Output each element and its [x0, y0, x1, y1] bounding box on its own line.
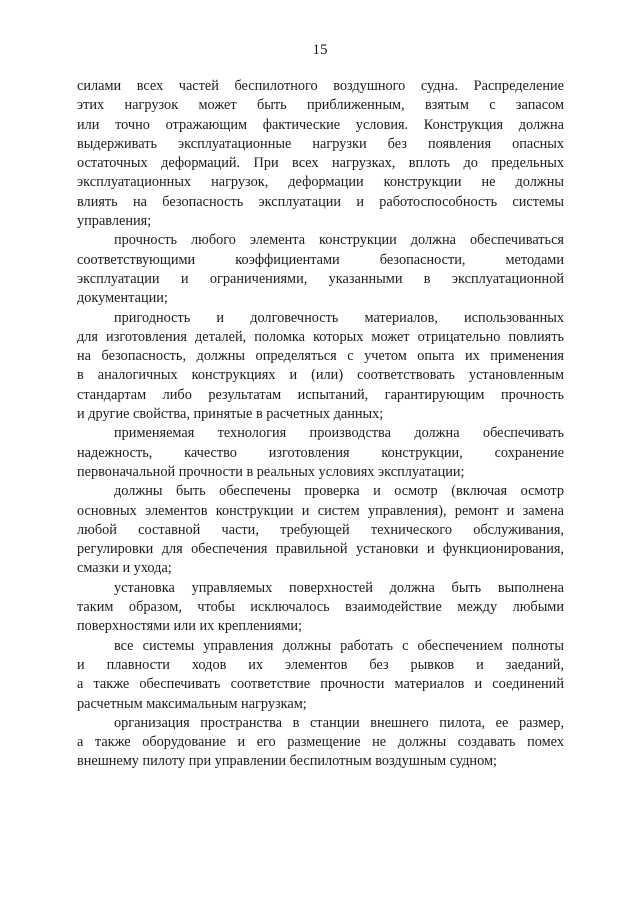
- text-line: для изготовления деталей, поломка которых может отрицательно повлиять: [77, 328, 564, 345]
- text-line: эксплуатации и ограничениями, указанными в эксплуатационной: [77, 270, 564, 287]
- text-line: и плавности ходов их элементов без рывков и заеданий,: [77, 656, 564, 673]
- paragraph: [77, 309, 564, 425]
- text-line: стандартам либо результатам испытаний, гарантирующим прочность: [77, 386, 564, 403]
- text-line: а также обеспечивать соответствие прочности материалов и соединений: [77, 676, 564, 693]
- text-line: любой составной части, требующей технического обслуживания,: [77, 521, 564, 538]
- text-line: надежность, качество изготовления конструкции, сохранение: [77, 444, 564, 461]
- text-line: внешнему пилоту при управлении беспилотным воздушным судном;: [77, 753, 497, 770]
- text-line: эксплуатационных нагрузок, деформации конструкции не должны: [77, 174, 564, 191]
- text-line: силами всех частей беспилотного воздушного судна. Распределение: [77, 78, 564, 94]
- text-line: должны быть обеспечены проверка и осмотр (включая осмотр: [114, 483, 564, 500]
- page-number: 15: [312, 42, 328, 58]
- text-line: в аналогичных конструкциях и (или) соответствовать установленным: [77, 367, 564, 384]
- paragraph: [77, 482, 564, 578]
- text-line: а также оборудование и его размещение не должны создавать помех: [77, 734, 564, 751]
- paragraph: [77, 77, 564, 231]
- text-line: остаточных деформаций. При всех нагрузках, вплоть до предельных: [77, 155, 564, 172]
- body-text: [77, 77, 564, 772]
- text-line: этих нагрузок может быть приближенным, взятым с запасом: [77, 97, 564, 114]
- text-line: или точно отражающим фактические условия. Конструкция должна: [77, 116, 564, 133]
- text-line: выдерживать эксплуатационные нагрузки без появления опасных: [77, 135, 564, 152]
- text-line: документации;: [77, 290, 168, 307]
- text-line: пригодность и долговечность материалов, использованных: [114, 309, 564, 326]
- text-line: смазки и ухода;: [77, 560, 172, 577]
- text-line: управления;: [77, 213, 152, 230]
- text-line: организация пространства в станции внешнего пилота, ее размер,: [114, 714, 564, 731]
- text-line: применяемая технология производства должна обеспечивать: [114, 425, 564, 442]
- paragraph: [77, 714, 564, 772]
- text-line: первоначальной прочности в реальных условиях эксплуатации;: [77, 463, 465, 480]
- paragraph: [77, 231, 564, 308]
- text-line: прочность любого элемента конструкции должна обеспечиваться: [114, 232, 564, 249]
- text-line: соответствующими коэффициентами безопасности, методами: [77, 251, 564, 268]
- text-line: влиять на безопасность эксплуатации и работоспособность системы: [77, 193, 564, 210]
- text-line: на безопасность, должны определяться с учетом опыта их применения: [77, 348, 564, 365]
- text-line: регулировки для обеспечения правильной установки и функционирования,: [77, 541, 564, 558]
- paragraph: [77, 424, 564, 482]
- text-line: и другие свойства, принятые в расчетных данных;: [77, 406, 384, 423]
- paragraph: [77, 579, 564, 637]
- paragraph: [77, 637, 564, 714]
- text-line: все системы управления должны работать с обеспечением полноты: [114, 637, 564, 654]
- text-line: установка управляемых поверхностей должна быть выполнена: [114, 579, 564, 596]
- text-line: поверхностями или их креплениями;: [77, 618, 303, 635]
- text-line: основных элементов конструкции и систем управления), ремонт и замена: [77, 502, 564, 519]
- text-line: расчетным максимальным нагрузкам;: [77, 695, 307, 712]
- text-line: таким образом, чтобы исключалось взаимодействие между любыми: [77, 599, 564, 616]
